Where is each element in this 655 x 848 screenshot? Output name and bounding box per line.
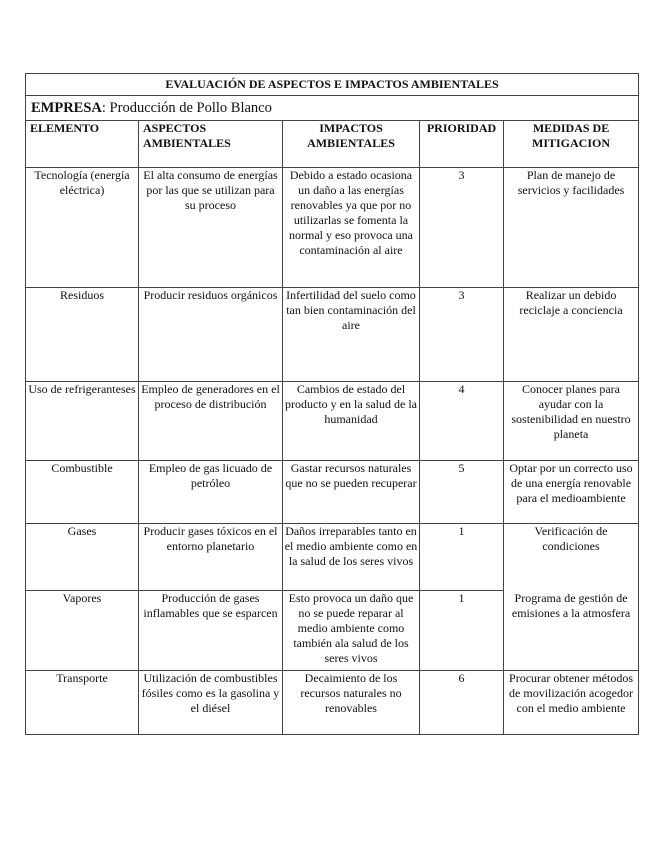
table-row	[26, 461, 639, 524]
cell-aspecto: Producir residuos orgánicos	[139, 288, 283, 382]
cell-impacto: Gastar recursos naturales que no se pueden recuperar	[283, 461, 420, 524]
cell-impacto: Daños irreparables tanto en el medio ambiente como en la salud de los seres vivos	[283, 524, 420, 591]
cell-impacto: Debido a estado ocasiona un daño a las energías renovables ya que por no utilizarlas se fomenta la normal y eso provoca una contaminación al aire	[283, 168, 420, 288]
table-row	[26, 288, 639, 382]
cell-elemento: Residuos	[26, 288, 139, 382]
cell-medida: Optar por un correcto uso de una energía renovable para el medioambiente	[504, 461, 639, 524]
header-impactos: IMPACTOS AMBIENTALES	[283, 121, 420, 168]
cell-aspecto: Producción de gases inflamables que se esparcen	[139, 591, 283, 671]
cell-elemento: Tecnología (energía eléctrica)	[26, 168, 139, 288]
table-row	[26, 524, 639, 591]
cell-prioridad: 1	[420, 524, 504, 591]
header-elemento: ELEMENTO	[26, 121, 139, 168]
cell-prioridad: 3	[420, 168, 504, 288]
cell-aspecto: El alta consumo de energías por las que se utilizan para su proceso	[139, 168, 283, 288]
cell-aspecto: Empleo de generadores en el proceso de distribución	[139, 382, 283, 461]
table-title: EVALUACIÓN DE ASPECTOS E IMPACTOS AMBIENTALES	[26, 74, 639, 96]
cell-medida: Conocer planes para ayudar con la sostenibilidad en nuestro planeta	[504, 382, 639, 461]
cell-impacto: Esto provoca un daño que no se puede reparar al medio ambiente como también ala salud de los seres vivos	[283, 591, 420, 671]
cell-prioridad: 6	[420, 671, 504, 735]
cell-elemento: Vapores	[26, 591, 139, 671]
table-row	[26, 168, 639, 288]
cell-medida: Verificación de condiciones	[504, 524, 639, 591]
header-prioridad: PRIORIDAD	[420, 121, 504, 168]
cell-impacto: Infertilidad del suelo como tan bien contaminación del aire	[283, 288, 420, 382]
cell-aspecto: Empleo de gas licuado de petróleo	[139, 461, 283, 524]
header-aspectos: ASPECTOS AMBIENTALES	[139, 121, 283, 168]
table-row	[26, 591, 639, 671]
cell-medida: Realizar un debido reciclaje a conciencia	[504, 288, 639, 382]
cell-prioridad: 4	[420, 382, 504, 461]
cell-elemento: Combustible	[26, 461, 139, 524]
company-row	[26, 96, 639, 121]
cell-impacto: Decaimiento de los recursos naturales no renovables	[283, 671, 420, 735]
cell-aspecto: Utilización de combustibles fósiles como es la gasolina y el diésel	[139, 671, 283, 735]
company-name: : Producción de Pollo Blanco	[101, 99, 272, 116]
cell-aspecto: Producir gases tóxicos en el entorno planetario	[139, 524, 283, 591]
table-row	[26, 382, 639, 461]
cell-prioridad: 5	[420, 461, 504, 524]
table-row	[26, 671, 639, 735]
cell-impacto: Cambios de estado del producto y en la salud de la humanidad	[283, 382, 420, 461]
cell-medida: Programa de gestión de emisiones a la atmosfera	[504, 591, 639, 671]
cell-prioridad: 3	[420, 288, 504, 382]
cell-elemento: Uso de refrigeranteses	[26, 382, 139, 461]
cell-elemento: Gases	[26, 524, 139, 591]
header-medidas: MEDIDAS DE MITIGACION	[504, 121, 639, 168]
company-label: EMPRESA	[31, 99, 102, 116]
cell-medida: Plan de manejo de servicios y facilidades	[504, 168, 639, 288]
cell-prioridad: 1	[420, 591, 504, 671]
cell-elemento: Transporte	[26, 671, 139, 735]
header-row	[26, 121, 639, 168]
evaluation-table	[25, 73, 639, 735]
cell-medida: Procurar obtener métodos de movilización acogedor con el medio ambiente	[504, 671, 639, 735]
